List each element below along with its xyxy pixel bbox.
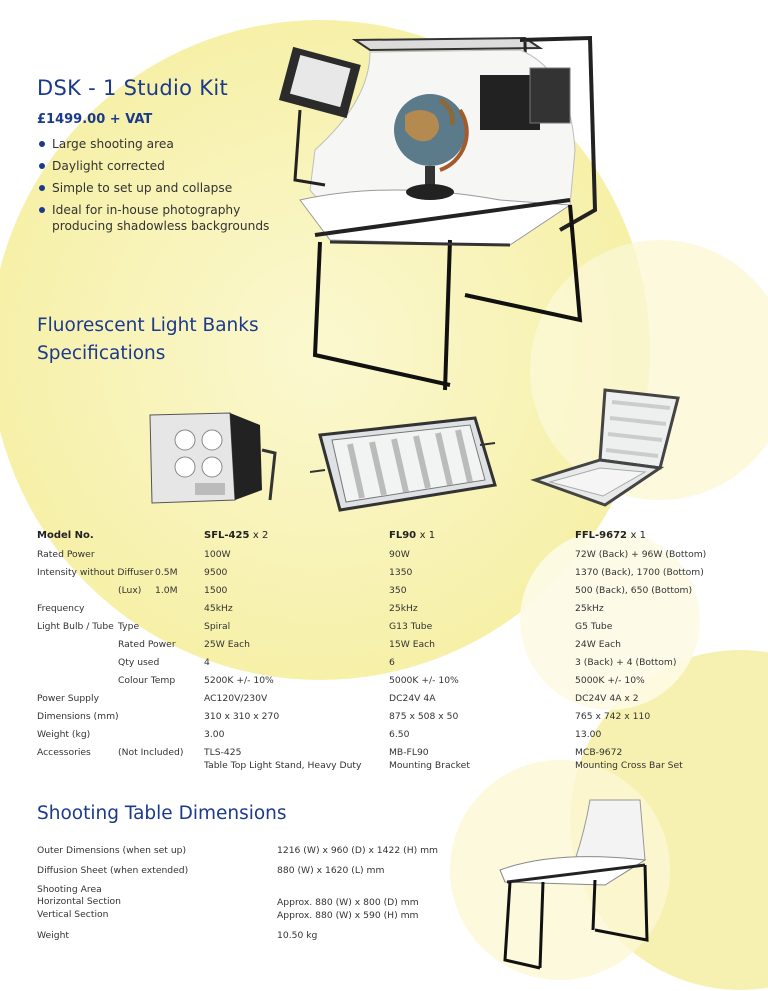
value-ffl: 25kHz xyxy=(575,603,604,614)
model-qty: x 1 xyxy=(630,530,646,541)
dim-label: Vertical Section xyxy=(37,909,109,920)
model-name: FL90 xyxy=(389,530,417,541)
value-sfl: Spiral xyxy=(204,621,231,632)
model-qty: x 2 xyxy=(252,530,269,541)
value-fl90: 25kHz xyxy=(389,603,418,614)
row-label: Light Bulb / Tube xyxy=(37,621,114,632)
value-ffl: 3 (Back) + 4 (Bottom) xyxy=(575,657,677,668)
title-line: Specifications xyxy=(37,343,166,364)
value-fl90: 90W xyxy=(389,549,410,560)
value-ffl: 765 x 742 x 110 xyxy=(575,711,651,722)
accessory-fl90-desc: Mounting Bracket xyxy=(389,760,470,771)
accessory-sfl-code: TLS-425 xyxy=(204,747,242,758)
row-label: (Lux) xyxy=(118,585,142,596)
value-sfl: 100W xyxy=(204,549,231,560)
value-fl90: 5000K +/- 10% xyxy=(389,675,459,686)
row-label: Dimensions (mm) xyxy=(37,711,119,722)
kit-price: £1499.00 + VAT xyxy=(37,112,153,127)
value-sfl: 25W Each xyxy=(204,639,251,650)
dim-value: 1216 (W) x 960 (D) x 1422 (H) mm xyxy=(277,845,439,856)
value-sfl: 9500 xyxy=(204,567,228,578)
model-qty: x 1 xyxy=(419,530,436,541)
row-sublabel: 1.0M xyxy=(155,585,178,596)
row-label: Frequency xyxy=(37,603,85,614)
dim-label: Diffusion Sheet (when extended) xyxy=(37,865,189,876)
row-label: Rated Power xyxy=(37,549,95,560)
spec-header-label: Model No. xyxy=(37,530,94,541)
shooting-table-photo xyxy=(495,790,665,975)
accessory-fl90-code: MB-FL90 xyxy=(389,747,429,758)
value-sfl: AC120V/230V xyxy=(204,693,268,704)
value-fl90: 875 x 508 x 50 xyxy=(389,711,459,722)
row-label: Accessories xyxy=(37,747,91,758)
value-sfl: 4 xyxy=(204,657,210,668)
value-fl90: 1350 xyxy=(389,567,413,578)
feature-item: Daylight corrected xyxy=(37,155,297,177)
value-fl90: 15W Each xyxy=(389,639,436,650)
dim-value: Approx. 880 (W) x 800 (D) mm xyxy=(277,897,419,908)
row-sublabel: (Not Included) xyxy=(118,747,184,758)
row-sublabel: Rated Power xyxy=(118,639,176,650)
model-name: FFL-9672 xyxy=(575,530,628,541)
dim-value: 880 (W) x 1620 (L) mm xyxy=(277,865,385,876)
value-ffl: 13.00 xyxy=(575,729,602,740)
value-ffl: 72W (Back) + 96W (Bottom) xyxy=(575,549,707,560)
value-fl90: G13 Tube xyxy=(389,621,433,632)
accessory-ffl-desc: Mounting Cross Bar Set xyxy=(575,760,683,771)
dim-label: Weight xyxy=(37,930,70,941)
value-fl90: 6 xyxy=(389,657,395,668)
value-fl90: 350 xyxy=(389,585,407,596)
value-ffl: 1370 (Back), 1700 (Bottom) xyxy=(575,567,704,578)
value-ffl: G5 Tube xyxy=(575,621,613,632)
value-sfl: 3.00 xyxy=(204,729,225,740)
value-ffl: 24W Each xyxy=(575,639,622,650)
model-name: SFL-425 xyxy=(204,530,250,541)
accessory-ffl-code: MCB-9672 xyxy=(575,747,623,758)
row-label: Power Supply xyxy=(37,693,100,704)
dim-label: Horizontal Section xyxy=(37,896,121,907)
value-fl90: DC24V 4A xyxy=(389,693,436,704)
dim-label: Shooting Area xyxy=(37,884,102,895)
dim-label: Outer Dimensions (when set up) xyxy=(37,845,187,856)
row-label: Intensity without Diffuser xyxy=(37,567,154,578)
row-label: Weight (kg) xyxy=(37,729,91,740)
dim-value: Approx. 880 (W) x 590 (H) mm xyxy=(277,910,419,921)
row-sublabel: Qty used xyxy=(118,657,160,668)
value-sfl: 45kHz xyxy=(204,603,233,614)
feature-item: Simple to set up and collapse xyxy=(37,177,297,199)
value-sfl: 310 x 310 x 270 xyxy=(204,711,280,722)
value-ffl: 5000K +/- 10% xyxy=(575,675,645,686)
row-sublabel: 0.5M xyxy=(155,567,178,578)
accessory-sfl-desc: Table Top Light Stand, Heavy Duty xyxy=(204,760,362,771)
feature-line: Ideal for in-house photography xyxy=(52,203,241,217)
row-sublabel: Colour Temp xyxy=(118,675,176,686)
table-section-title: Shooting Table Dimensions xyxy=(37,803,287,824)
value-fl90: 6.50 xyxy=(389,729,410,740)
value-ffl: DC24V 4A x 2 xyxy=(575,693,639,704)
value-sfl: 1500 xyxy=(204,585,228,596)
dim-value: 10.50 kg xyxy=(277,930,318,941)
kit-title: DSK - 1 Studio Kit xyxy=(37,76,229,100)
row-sublabel: Type xyxy=(118,621,140,632)
feature-line: producing shadowless backgrounds xyxy=(52,219,270,233)
feature-item: Large shooting area xyxy=(37,133,297,155)
value-sfl: 5200K +/- 10% xyxy=(204,675,274,686)
value-ffl: 500 (Back), 650 (Bottom) xyxy=(575,585,693,596)
title-line: Fluorescent Light Banks xyxy=(37,315,259,336)
